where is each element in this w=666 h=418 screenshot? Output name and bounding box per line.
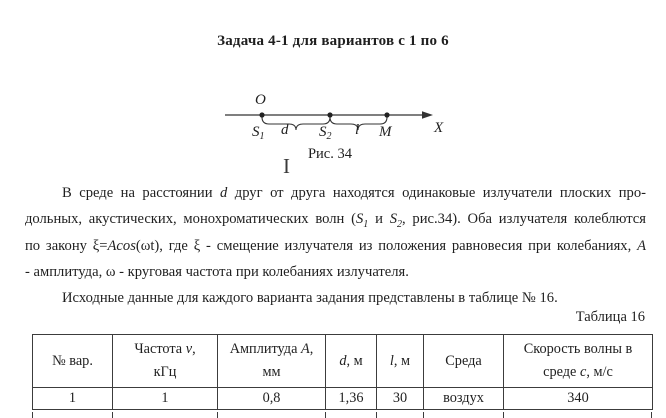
figure-label-origin: O: [255, 92, 266, 108]
next-row-stub: [32, 412, 652, 418]
text-segment: , м/с: [586, 364, 613, 380]
point-s2-dot: [327, 112, 332, 117]
table-gridline: [503, 412, 504, 418]
paragraph-line: [25, 206, 646, 232]
table-gridline: [651, 412, 652, 418]
text-segment: A: [301, 341, 310, 357]
paragraph-line: [25, 180, 646, 206]
text-segment: ,: [309, 341, 314, 357]
paragraph-line: [25, 285, 646, 311]
text-segment: № вар.: [52, 352, 93, 369]
figure-label-x-axis: X: [434, 120, 444, 136]
text-segment: друг от друга находятся одинаковые излучатели плоских про-: [227, 185, 646, 201]
text-segment: среде: [543, 364, 580, 380]
text-segment: ,: [192, 341, 196, 357]
table-gridline: [32, 412, 33, 418]
table-header-cell: [424, 335, 504, 388]
table-header-line: [33, 350, 112, 373]
text-segment: , м: [346, 352, 363, 369]
text-segment: Исходные данные для каждого варианта задания представлены в таблице № 16.: [62, 290, 558, 307]
table-header-line: [113, 361, 217, 384]
table-cell: 1: [33, 388, 113, 410]
table-gridline: [112, 412, 113, 418]
table-cell: 340: [504, 388, 653, 410]
text-segment: c: [579, 364, 587, 380]
table-header-cell: [113, 335, 218, 388]
text-segment: по закону ξ=: [25, 237, 108, 254]
figure-label-l: l: [355, 122, 360, 138]
text-segment: 1: [363, 219, 369, 231]
problem-text: [25, 180, 646, 311]
point-m-dot: [384, 112, 389, 117]
text-segment: d: [339, 352, 347, 369]
x-axis-arrowhead-icon: [422, 111, 433, 119]
table-gridline: [376, 412, 377, 418]
table-header-line: [326, 350, 376, 373]
table-cell: 1,36: [326, 388, 377, 410]
figure-label-s1: $S_1$: [252, 124, 265, 142]
table-header-row: [33, 335, 653, 388]
table-header-cell: [504, 335, 653, 388]
text-segment: , рис.34). Оба излучателя колеблются: [401, 211, 646, 228]
text-segment: мм: [262, 364, 281, 380]
text-segment: 2: [396, 219, 402, 231]
table-cell: воздух: [424, 388, 504, 410]
table-header-cell: [33, 335, 113, 388]
table-cell: 0,8: [218, 388, 326, 410]
text-segment: A: [637, 237, 646, 254]
text-segment: S: [389, 211, 397, 228]
text-segment: и: [368, 211, 390, 228]
table-cell: 1: [113, 388, 218, 410]
text-segment: l: [389, 352, 394, 369]
text-segment: Acos: [107, 237, 136, 254]
table-header-line: [113, 338, 217, 361]
figure-label-d: d: [281, 122, 289, 138]
table-gridline: [325, 412, 326, 418]
table-header-cell: [326, 335, 377, 388]
text-segment: - амплитуда, ω - круговая частота при колебаниях излучателя.: [25, 263, 409, 280]
axis-figure: [215, 88, 450, 150]
text-segment: Амплитуда: [229, 341, 301, 357]
paragraph-line: [25, 259, 646, 285]
text-segment: Среда: [445, 352, 482, 369]
table-header-line: [377, 350, 423, 373]
table-header-line: [218, 361, 325, 384]
figure-label-m: M: [379, 124, 392, 140]
point-s1-dot: [259, 112, 264, 117]
text-segment: Частота: [134, 341, 186, 357]
paragraph-line: [25, 233, 646, 259]
figure-label-s2: $S_2$: [319, 124, 332, 142]
table-gridline: [217, 412, 218, 418]
table-header-line: [424, 350, 503, 373]
table-header-line: [218, 338, 325, 361]
table-cell: 30: [377, 388, 424, 410]
text-segment: В среде на расстоянии: [62, 185, 220, 201]
page-title: Задача 4-1 для вариантов с 1 по 6: [217, 33, 449, 49]
text-segment: S: [356, 211, 364, 228]
text-segment: Скорость волны в: [523, 341, 633, 357]
table-label: Таблица 16: [575, 309, 645, 325]
table-header-line: [504, 361, 652, 384]
text-cursor-icon: I: [283, 154, 290, 178]
text-segment: , м: [393, 352, 411, 369]
table-header-line: [504, 338, 652, 361]
text-segment: d: [220, 185, 228, 201]
variants-table: [32, 334, 653, 410]
table-gridline: [423, 412, 424, 418]
text-segment: кГц: [153, 364, 177, 380]
text-segment: дольных, акустических, монохроматических волн (: [25, 211, 356, 228]
table-header-cell: [377, 335, 424, 388]
table-row: [33, 388, 653, 410]
table-header-cell: [218, 335, 326, 388]
text-segment: (ωt), где ξ - смещение излучателя из положения равновесия при колебаниях,: [135, 237, 638, 254]
text-segment: ν: [185, 341, 193, 357]
figure-caption: Рис. 34: [307, 146, 352, 162]
